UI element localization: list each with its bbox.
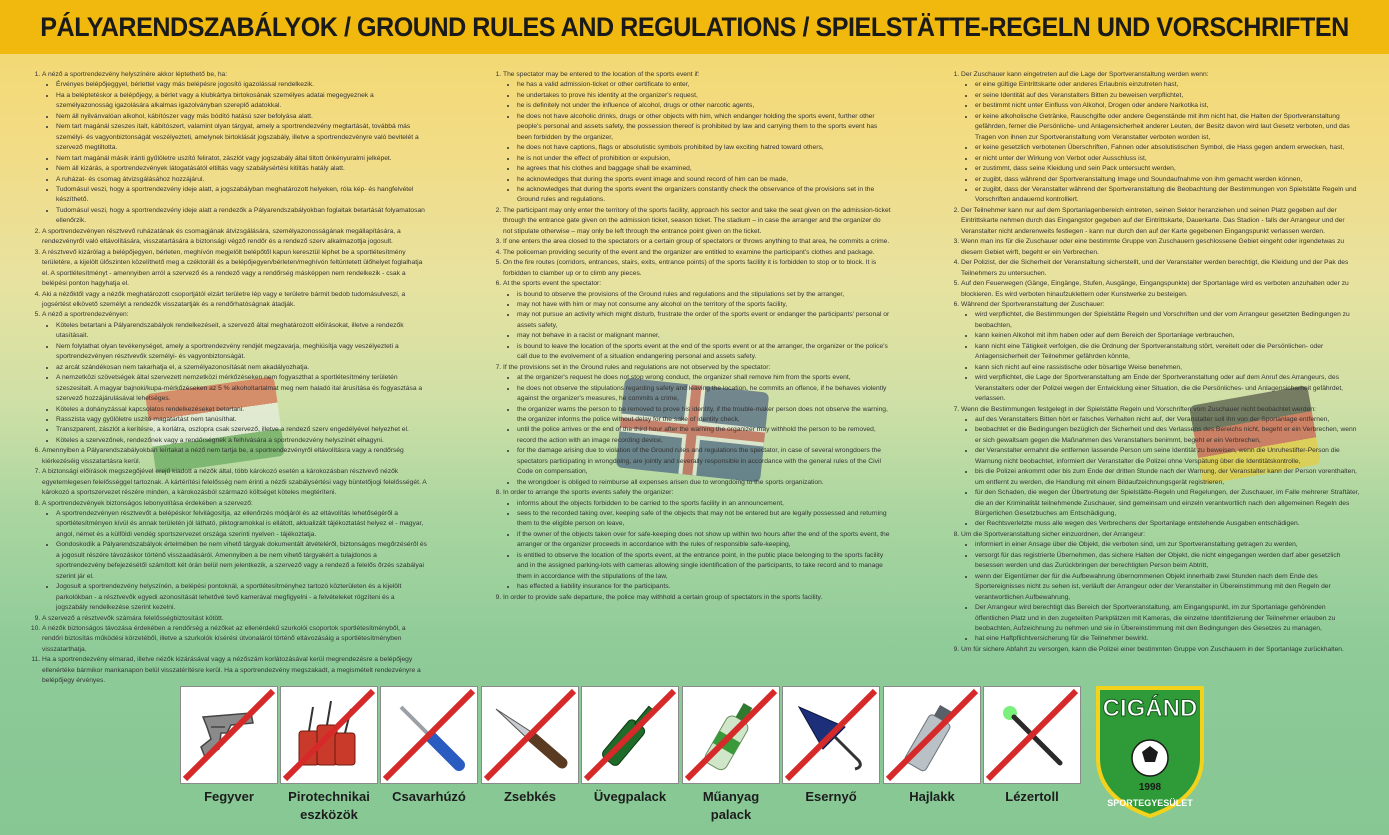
- rule-bullet: • wird verpflichtet, die Bestimmungen der Spielstätte Regeln und Vorschriften und der vom Arrangeur gesetzten Bedingungen zu beobachten,: [975, 310, 1361, 331]
- rule-bullet: • is bound to observe the provisions of the Ground rules and regulations and the stipulations set by the arranger,: [517, 290, 891, 300]
- svg-text:1998: 1998: [1138, 782, 1162, 793]
- rule-bullet: • he acknowledges that during the sports event the organizers constantly check the observance of the provisions set in the Ground rules and regulations.: [517, 185, 891, 206]
- rule-item: [503, 258, 891, 279]
- rule-text: A sportrendezvények biztonságos lebonyolítása érdekében a szervező:: [42, 499, 253, 507]
- rule-bullet: • he does not have alcoholic drinks, drugs or other objects with him, which endanger holding the sports event, further other people's personal and assets safety, the possession thereof is prohibited by law and carrying them to the sports event has been forbidden by the organizer,: [517, 112, 891, 143]
- rule-bullet: • Transzparent, zászlót a kerítésre, a korlátra, oszlopra csak szervező, illetve a rendező szerv engedélyével helyezhet el.: [56, 425, 427, 435]
- rule-item: [42, 248, 427, 290]
- rule-bullet: • he undertakes to prove his identity at the organizer's request,: [517, 91, 891, 101]
- rule-text: A sportrendezvényen résztvevő ruházatának és csomagjának átvizsgálására, személyazonosságának megállapítására, a rendezvényről való eltávolítására, visszatartására a biztonsági végző rendőr és a rendező szerv alkalmazottja jogosult.: [42, 227, 401, 246]
- rule-bullet: • is entitled to observe the location of the sports event, at the entrance point, in the public place belonging to the sports facility and in the assigned parking-lots with cameras allowing single identification of the participants, to take record and to manage them in accordance with the stipulations of the law,: [517, 551, 891, 582]
- rule-text: The spectator may be entered to the location of the sports event if:: [503, 71, 700, 78]
- rule-item: [42, 446, 427, 467]
- rule-bullet: • he is not under the effect of prohibition or expulsion,: [517, 154, 891, 164]
- prohibited-item: [782, 686, 880, 806]
- hairspray-icon: [883, 686, 981, 784]
- rule-text: Wenn man ins für die Zuschauer oder eine bestimmte Gruppe von Zuschauern geschlossene Gebiet eingeht oder irgendetwas zu diesem Gebiet wirft, begeht er ein Verbrechen.: [961, 238, 1345, 256]
- rule-bullet: • he is definitely not under the influence of alcohol, drugs or other narcotic agents,: [517, 101, 891, 111]
- prohibited-item: [581, 686, 679, 806]
- rule-item: [503, 593, 891, 603]
- rule-bullet: • may not pursue an activity which might disturb, frustrate the order of the sports event or endanger the participants' personal or assets safety,: [517, 310, 891, 331]
- rule-item: [503, 237, 891, 247]
- rule-bullet: • may not behave in a racist or malignant manner,: [517, 331, 891, 341]
- rule-bullet: • sees to the recorded taking over, keeping safe of the objects that may not be entered but are legally possessed and returning them to the eligible person on leave,: [517, 509, 891, 530]
- cigand-logo: [1088, 680, 1212, 820]
- rule-text: The policeman providing security of the event and the organizer are entitled to examine the participant's clothes and package.: [503, 248, 875, 256]
- rule-text: A nézők biztonságos távozása érdekében a rendőrség a nézőket az ellenérdekű szurkolói csoportok sportlétesítményből, a rendőri biztosítás működési körzetéből, illetve a szurkolók kísérési útvonaláról történő eltávozásáig a sportlétesítményben visszatarthatja.: [42, 625, 406, 653]
- rule-bullet: • Jogosult a sportrendezvény helyszínén, a belépési pontoknál, a sportlétesítményhez tartozó közterületen és a kijelölt parkolókban - a résztvevők egyedi azonosítását lehetővé tevő kamerával megfigyelni - a felvételeket rögzíteni és a jogszabály rendelkezése szerint kezelni.: [56, 582, 427, 613]
- rule-bullet: • Gondoskodik a Pályarendszabályok értelmében be nem vihető tárgyak dokumentált átvételéről, biztonságos megőrzéséről és a jogosult részére távozáskor történő visszaadásáról. Amennyiben a be nem vihető tárgyakért a tulajdonos a sportrendezvény befejezésétől számított két órán belül nem jelentkezik, a szervező vagy a rendező a felelős őrzés szabályai szerint jár el.: [56, 540, 427, 582]
- rule-text: At the sports event the spectator:: [503, 280, 602, 288]
- rule-text: A szervező a résztvevők számára felelősségbiztosítást kötött.: [42, 614, 224, 622]
- rule-bullet: • wenn der Eigentümer der für die Aufbewahrung übernommenen Objekt innerhalb zwei Stunden nach dem Ende des Sportereignisses nicht zu sehen ist, verläuft der Arrangeur oder der Veranstalter in Übereinstimmung mit den Regeln der verantwortlichen Aufbewahrung,: [975, 572, 1361, 603]
- rule-text: Auf den Feuerwegen (Gänge, Eingänge, Stufen, Ausgänge, Eingangspunkte) der Sportanlage wird es verboten anzuhalten oder zu blockieren. Es wird verboten hinaufzuklettern oder Kunstwerke zu besteigen.: [961, 280, 1349, 298]
- rule-bullet: • he does not have captions, flags or absolutistic symbols prohibited by law exciting hatred toward others,: [517, 143, 891, 153]
- rule-bullet: • A sportrendezvényen résztvevőt a belépéskor felvilágosítja, az ellenőrzés módjáról és az eltávolítás lehetőségéről a sportlétesítményen kívül és annak területén jól látható, piktogramokkal is ellátott, aktualizált tájékoztatást helyez el - magyar, angol, német és a külföldi vendég sportszervezet országa szerinti nyelven - tájékoztatja.: [56, 509, 427, 540]
- rule-bullet: • Köteles betartani a Pályarendszabályok rendelkezéseit, a szervező által meghatározott előírásokat, illetve a rendezők utasításait.: [56, 321, 427, 342]
- rule-bullet: • kann keinen Alkohol mit ihm haben oder auf dem Bereich der Sportanlage verbrauchen,: [975, 331, 1361, 341]
- rule-text: Der Zuschauer kann eingetreten auf die Lage der Sportveranstaltung werden wenn:: [961, 71, 1209, 78]
- rule-bullet: • has effected a liability insurance for the participants.: [517, 582, 891, 592]
- rule-bullet: • Köteles a szervezőnek, rendezőnek vagy a rendőrségnek a felhívására a sportrendezvény helyszínét elhagyni.: [56, 436, 427, 446]
- rule-bullet: • versorgt für das registrierte Übernehmen, das sichere Halten der Objekt, die nicht eingegangen werden darf aber gesetzlich besessen werden und das Zurückbringen der berechtigten Person beim Abtritt,: [975, 551, 1361, 572]
- rule-item: [961, 237, 1361, 258]
- rule-bullet: • der Veranstalter ermahnt die entfernen lassende Person um seine Identität zu beweisen, wenn die Unruhestifter-Person die Warnung nicht beobachtet, informiert der Veranstalter die Polizei ohne Verspätung über die Identitätskontrolle,: [975, 446, 1361, 467]
- rules-column-english: [493, 70, 891, 603]
- rule-item: [42, 70, 427, 227]
- prohibited-item-label: Csavarhúzó: [392, 789, 466, 804]
- rule-item: [503, 248, 891, 258]
- rule-item: [42, 614, 427, 624]
- rule-bullet: • Nem tart magánál másik iránti gyűlöletre uszító feliratot, zászlót vagy jogszabály által tiltott önkényuralmi jelképet.: [56, 154, 427, 164]
- prohibited-item: [180, 686, 278, 806]
- rule-bullet: • Der Arrangeur wird berechtigt das Bereich der Sportveranstaltung, am Eingangspunkt, im zur Sportanlage gehörenden öffentlichen Platz und in den zugeteilten Parkplätzen mit Kameras, die einzelne Identifizierung der Teilnehmer erlauben zu beobachten, Aufzeichnung zu nehmen und sie in Übereinstimmung mit den Bedingungen des Gesetzes zu managen,: [975, 603, 1361, 634]
- rule-bullet: • bis die Polizei ankommt oder bis zum Ende der dritten Stunde nach der Warnung, der Veranstalter kann der Person vorenthalten, um entfernt zu werden, die Handlung mit einem Bildaufzeichnungsgerät registrieren,: [975, 467, 1361, 488]
- rule-item: [503, 279, 891, 363]
- rule-item: [42, 467, 427, 498]
- rule-text: Der Teilnehmer kann nur auf dem Sportanlagenbereich eintreten, seinen Sektor heranziehen und seinen Platz gegeben auf der Eintrittskarte nehmen durch das Eingangstor gegeben auf der Eintrittskarte, Dauerkarte. Das Stadion - falls der Arrangeur und der Veranstalter nicht anderenweits festlegen - kann nur durch den auf der Karte gegebenen Eingangspunkt verlassen werden.: [961, 206, 1345, 235]
- screwdriver-icon: [380, 686, 478, 784]
- rule-text: Der Polizist, der die Sicherheit der Veranstaltung sicherstellt, und der Veranstalter werden berechtigt, die Kleidung und der Pak des Teilnehmers zu untersuchen.: [961, 259, 1349, 277]
- rules-column-german: [951, 70, 1361, 655]
- rule-bullet: • the wrongdoer is obliged to reimburse all expenses arisen due to wrongdoing to the sports organization.: [517, 478, 891, 488]
- rule-item: [42, 624, 427, 655]
- gun-icon: [180, 686, 278, 784]
- rule-bullet: • may not have with him or may not consume any alcohol on the territory of the sports facility,: [517, 300, 891, 310]
- svg-text:CIGÁND: CIGÁND: [1102, 695, 1198, 722]
- rule-bullet: • beobachtet er die Bedingungen bezüglich der Sicherheit und des Verlassens des Bereichs nicht, begeht er ein Verbrechen, wenn er sich gewaltsam gegen die Maßnahmen des Veranstalters benimmt, begeht er ein Verbrechen,: [975, 425, 1361, 446]
- page-title: PÁLYARENDSZABÁLYOK / GROUND RULES AND REGULATIONS / SPIELSTÄTTE-REGELN UND VORSCHRIFTEN: [40, 11, 1349, 42]
- rule-bullet: • auf des Veranstalters Bitten hört er falsches Verhalten nicht auf, der Veranstalter soll ihn von der Sportanlage entfernen,: [975, 415, 1361, 425]
- prohibited-item: [883, 686, 981, 806]
- rule-item: [42, 310, 427, 446]
- prohibited-item: [682, 686, 780, 824]
- rule-bullet: • kann sich nicht auf eine rassistische oder bösartige Weise benehmen,: [975, 363, 1361, 373]
- rule-bullet: • hat eine Haftpflichtversicherung für die Teilnehmer bewirkt.: [975, 634, 1361, 644]
- rule-item: [42, 290, 427, 311]
- rule-item: [961, 405, 1361, 530]
- pocket-knife-icon: [481, 686, 579, 784]
- rule-bullet: • is bound to leave the location of the sports event at the end of the sports event or at the arranger, the organizer or the police's call due to the evolvement of a situation endangering personal and assets safety.: [517, 342, 891, 363]
- svg-text:SPORTEGYESÜLET: SPORTEGYESÜLET: [1107, 798, 1193, 808]
- rule-bullet: • he does not observe the stipulations regarding safety and leaving the location, he commits an offence, if he behaves violently against the organizer's measures, he commits a crime,: [517, 384, 891, 405]
- rule-text: Ha a sportrendezvény elmarad, illetve nézők kizárásával vagy a nézőszám korlátozásával kerül megrendezésre a belépőjegy ellenértéke bármikor mankanapon belül visszatérítésre kerül. Ha a sportrendezvény megszakadt, a megismételt rendezvényre a belépőjegy érvényes.: [42, 656, 421, 685]
- rule-text: In order to provide safe departure, the police may withhold a certain group of spectators in the sports facility.: [503, 593, 823, 601]
- prohibited-item: [481, 686, 579, 806]
- rule-bullet: • for the damage arising due to violation of the Ground rules and regulations the spectator, in case of several wrongdoers the spectators participating in wrongdoing, are jointly and severally responsible in accordance with the general rules of the Civil Code on compensation,: [517, 446, 891, 477]
- rule-bullet: • kann nicht eine Tätigkeit verfolgen, die die Ordnung der Sportveranstaltung stört, vereitelt oder die Persönlichen- oder Anlagensicherheit der Teilnehmer gefährden könnte,: [975, 342, 1361, 363]
- rule-item: [503, 363, 891, 488]
- rule-bullet: • informs about the objects forbidden to be carried to the sports facility in an announcement,: [517, 499, 891, 509]
- rule-bullet: • er keine alkoholische Getränke, Rauschgifte oder andere Gegenstände mit ihm nicht hat, die Halten der Sportveranstaltung gefährden, ferner die Persönliche- und Anlagensicherheit anderer Leuten, der Besitz davon wird laut Gesetz verboten, und das Tragen von ihnen zur Sportveranstaltung vom Veranstalter verboten worden ist,: [975, 112, 1361, 143]
- rule-text: Wenn die Bestimmungen festgelegt in der Spielstätte Regeln und Vorschriften vom Zuschauer nicht beobachtet werden:: [961, 405, 1316, 413]
- rule-text: If the provisions set in the Ground rules and regulations are not observed by the spectator:: [503, 363, 771, 371]
- prohibited-item-label: Zsebkés: [503, 789, 557, 804]
- prohibited-item: [280, 686, 378, 824]
- rule-item: [42, 655, 427, 686]
- rule-bullet: • he acknowledges that during the sports event image and sound record of him can be made,: [517, 175, 891, 185]
- rule-item: [503, 70, 891, 206]
- rule-text: A néző a sportrendezvény helyszínére akkor léptethető be, ha:: [42, 71, 228, 78]
- rule-item: [961, 206, 1361, 237]
- rule-text: Aki a nézőktől vagy a nézők meghatározott csoportjától elzárt területre lép vagy e területre bármit bedob tudomásulveszi, a jogsértést elkövető személyt a rendezők visszatartják és a rendőrhatóságnak átadják.: [42, 290, 406, 308]
- rule-item: [961, 530, 1361, 645]
- rule-bullet: • A ruházat- és csomag átvizsgálásához hozzájárul.: [56, 175, 427, 185]
- rule-bullet: • Tudomásul veszi, hogy a sportrendezvény ideje alatt a rendezők a Pályarendszabályokban foglaltak betartását folyamatosan ellenőrzik.: [56, 206, 427, 227]
- rule-text: A néző a sportrendezvényen:: [42, 311, 129, 319]
- rule-text: The participant may only enter the territory of the sports facility, approach his sector and take the seat given on the admission-ticket through the entrance gate given on the admission ticket, season ticket. The stadium – in case the arranger and the organizer do not stipulate otherwise – may only be left through the entrance point given on the ticket.: [503, 206, 891, 235]
- header-bar: [0, 0, 1389, 54]
- rule-bullet: • der Rechtsverletzte muss alle wegen des Verbrechens der Sportanlage entstehende Ausgaben entschädigen.: [975, 519, 1361, 529]
- rule-bullet: • wird verpflichtet, die Lage der Sportveranstaltung am Ende der Sportveranstaltung oder auf dem Anruf des Arrangeurs, des Veranstalters oder der Polizei wegen der Entwicklung einer Situation, die die Persönliches- und Anlagensicherheit gefährdet, verlassen.: [975, 373, 1361, 404]
- rule-text: Amennyiben a Pályarendszabályokban leírtakat a néző nem tartja be, a sportrendezvényről eltávolításra vagy a rendőrség kiérkezéséig visszatartásra kerül.: [42, 447, 404, 465]
- rule-bullet: • if the owner of the objects taken over for safe-keeping does not show up within two hours after the end of the sports event, the arranger or the organizer proceeds in accordance with the rules of responsible safe-keeping,: [517, 530, 891, 551]
- rule-text: A résztvevő kizárólag a belépőjegyen, bérleten, meghívón megjelölt belépőtől kapun keresztül léphet be a sportlétesítmény területére, a kijelölt ülőszinten közelíthető meg a czéktoráll és a belépőjegyen/bérleten/meghívón feltüntetett ülőhelyet foglalhatja el. A sportlétesítményt - amennyiben arról a szervező és a rendező vagy a rendőrség másképpen nem rendelkezik - csak a belépési ponton hagyhatja el.: [42, 248, 423, 288]
- rule-text: Während der Sportveranstaltung der Zuschauer:: [961, 300, 1105, 308]
- rule-item: [503, 206, 891, 237]
- prohibited-items-row: [180, 686, 1080, 826]
- rule-bullet: • he has a valid admission-ticket or other certificate to enter,: [517, 80, 891, 90]
- rule-item: [961, 300, 1361, 405]
- rule-text: If one enters the area closed to the spectators or a certain group of spectators or throws anything to that area, he commits a crime.: [503, 238, 890, 246]
- prohibited-item-label: Fegyver: [204, 789, 254, 804]
- rule-bullet: • Nem áll kizárás, a sportrendezvények látogatásától eltiltás vagy szabálysértési kitiltás hatály alatt.: [56, 164, 427, 174]
- rule-bullet: • er zugibt, dass der Veranstalter während der Sportveranstaltung die Beobachtung der Bestimmungen von Spielstätte Regeln und Vorschriften andauernd kontrolliert.: [975, 185, 1361, 206]
- prohibited-item-label: Műanyag palack: [702, 789, 760, 822]
- rule-bullet: • er keine gesetzlich verbotenen Überschriften, Fahnen oder absolutistischen Symbol, die Hass gegen andern erwecken, hast,: [975, 143, 1361, 153]
- rule-text: Um für sichere Abfahrt zu versorgen, kann die Polizei einer bestimmten Gruppe von Zuschauern in der Sportanlage zurückhalten.: [961, 645, 1344, 653]
- rule-text: A biztonsági előírások megszegőjével erejű kiadott a nézők által, több károkozó esetén a károkozásban résztvevő nézők egyetemlegesen felelősséggel tartoznak. A kártérítési felelősség nem érinti a nézői szabálysértési vagy büntetőjogi felelősségét. A károkozó a sportszervezet részére minden, a károkozásból származó költséget köteles megtéríteni.: [42, 468, 427, 497]
- rule-bullet: • Rasszista vagy gyűlöletre uszító magatartást nem tanúsíthat.: [56, 415, 427, 425]
- laser-pointer-icon: [983, 686, 1081, 784]
- rule-bullet: • Ha a beléptetéskor a belépőjegy, a bérlet vagy a klubkártya birtokosának személyes adatai megegyeznek a személyazonosság igazolására alkalmas igazolványban szereplő adatokkal.: [56, 91, 427, 112]
- rule-bullet: • until the police arrives or the end of the third hour after the warning the organizer may withhold the person to be removed, record the action with an image recording device,: [517, 425, 891, 446]
- rule-bullet: • Érvényes belépőjeggyel, bérlettel vagy más belépésre jogosító igazolással rendelkezik.: [56, 80, 427, 90]
- rule-bullet: • az arcát szándékosan nem takarhatja el, a személyazonosítását nem akadályozhatja.: [56, 363, 427, 373]
- rule-bullet: • er seine Identität auf des Veranstalters Bitten zu beweisen verpflichtet,: [975, 91, 1361, 101]
- rule-bullet: • Nem áll nyilvánvalóan alkohol, kábítószer vagy más bódító hatású szer befolyása alatt.: [56, 112, 427, 122]
- rule-item: [42, 499, 427, 614]
- prohibited-item-label: Hajlakk: [909, 789, 955, 804]
- prohibited-item: [380, 686, 478, 806]
- umbrella-icon: [782, 686, 880, 784]
- rule-text: In order to arrange the sports events safely the organizer:: [503, 489, 674, 497]
- rule-item: [42, 227, 427, 248]
- rule-bullet: • er bestimmt nicht unter Einfluss von Alkohol, Drogen oder andere Narkotika ist,: [975, 101, 1361, 111]
- rule-bullet: • für den Schaden, die wegen der Übertretung der Spielstätte-Regeln und Regelungen, der Zuschauer, im Falle mehrerer Straftäter, die an der Kriminalität teilnehmende Zuschauer, sind gemeinsam und einzeln verantwortlich nach den allgemeinen Regeln des Bürgerlichen Gesetzbuches am Entschädigung,: [975, 488, 1361, 519]
- plastic-bottle-icon: [682, 686, 780, 784]
- rule-bullet: • the organizer warns the person to be removed to prove his identity, if the trouble-maker person does not observe the warning, the organizer informs the police without delay for the sake of identity check,: [517, 405, 891, 426]
- rule-item: [961, 70, 1361, 206]
- pyrotechnics-icon: [280, 686, 378, 784]
- prohibited-item-label: Lézertoll: [1005, 789, 1059, 804]
- prohibited-item: [983, 686, 1081, 806]
- rules-column-hungarian: [32, 70, 427, 687]
- rule-bullet: • Köteles a dohányzással kapcsolatos rendelkezéseket betartani.: [56, 405, 427, 415]
- rule-text: On the fire routes (corridors, entrances, stairs, exits, entrance points) of the sports facility it is forbidden to stop or to block. It is forbidden to clamber up or to climb any pieces.: [503, 259, 877, 277]
- rule-bullet: • er zustimmt, dass seine Kleidung und sein Pack untersucht werden,: [975, 164, 1361, 174]
- prohibited-item-label: Üvegpalack: [593, 789, 667, 804]
- rule-item: [961, 258, 1361, 279]
- rule-text: Um die Sportveranstaltung sicher einzuordnen, der Arrangeur:: [961, 530, 1146, 538]
- rule-bullet: • er nicht unter der Wirkung von Verbot oder Ausschluss ist,: [975, 154, 1361, 164]
- rule-item: [503, 488, 891, 593]
- rule-item: [961, 645, 1361, 655]
- rule-bullet: • Nem tart magánál szeszes italt, kábítószert, valamint olyan tárgyat, amely a sportrendezvény megtartását, továbbá más személyi- és vagyonbiztonságát veszélyezteti, amelynek birtoklását jogszabály, illetve a sportrendezvényre való bevitelét a szervező megtiltotta.: [56, 122, 427, 153]
- rule-bullet: • informiert in einer Ansage über die Objekt, die verboten sind, um zur Sportveranstaltung getragen zu werden,: [975, 540, 1361, 550]
- rule-bullet: • Tudomásul veszi, hogy a sportrendezvény ideje alatt, a jogszabályban meghatározott helyeken, róla kép- és hangfelvétel készíthető.: [56, 185, 427, 206]
- rule-bullet: • at the organizer's request he does not stop wrong conduct, the organizer shall remove him from the sports event,: [517, 373, 891, 383]
- rule-bullet: • er zugibt, dass während der Sportveranstaltung Image und Soundaufnahme von ihm gemacht werden können,: [975, 175, 1361, 185]
- rule-item: [961, 279, 1361, 300]
- rule-bullet: • A nemzetközi szövetségek által szervezett nemzetközi mérkőzéseken nem fogyaszthat a sportlétesítmény területén szeszesitalt. A magyar bajnoki/kupa-mérkőzéseken az 5 % alkoholtartalmat meg nem haladó ital árusítása és fogyasztása a szervező hozzájárulásával lehetséges.: [56, 373, 427, 404]
- rule-bullet: • he agrees that his clothes and baggage shall be examined,: [517, 164, 891, 174]
- prohibited-item-label: Pirotechnikai eszközök: [288, 789, 370, 822]
- glass-bottle-icon: [581, 686, 679, 784]
- rule-bullet: • er eine gültige Eintrittskarte oder anderes Erlaubnis einzutreten hast,: [975, 80, 1361, 90]
- prohibited-item-label: Esernyő: [805, 789, 857, 804]
- rule-bullet: • Nem folytathat olyan tevékenységet, amely a sportrendezvény rendjét megzavarja, meghiúsítja vagy veszélyezteti a sportrendezvényen résztvevők személyi- és vagyonbiztonságát.: [56, 342, 427, 363]
